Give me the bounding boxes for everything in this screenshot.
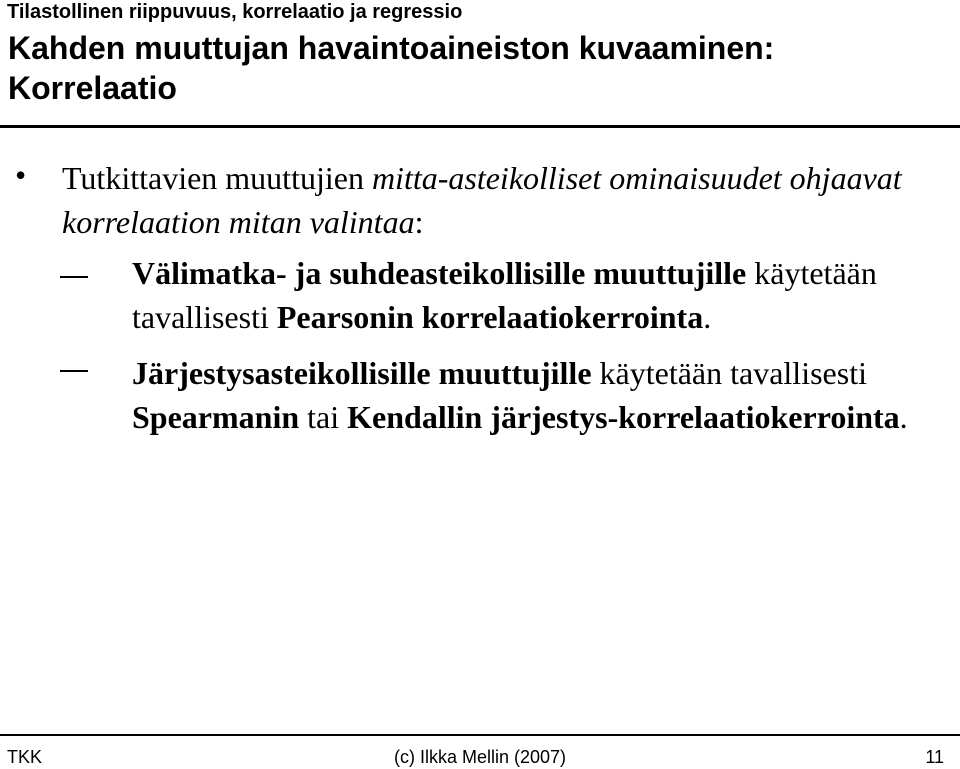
slide-supertitle: Tilastollinen riippuvuus, korrelaatio ja regressio	[7, 1, 463, 23]
footer-organization: TKK	[7, 747, 43, 767]
bullet-text-plain: Tutkittavien muuttujien	[62, 160, 372, 196]
bullet-text	[62, 156, 942, 244]
footer-page-number: 11	[925, 747, 944, 767]
bullet-dot-icon: •	[15, 157, 27, 193]
subitem-1-text1: käytetään tavallisesti	[132, 255, 877, 335]
subitem-2-text1: käytetään tavallisesti	[591, 355, 867, 391]
subitem-2-text2: tai	[299, 399, 348, 435]
subitem-2-bold3: Kendallin järjestys-korrelaatiokerrointa	[347, 399, 900, 435]
bullet-text-italic: mitta-asteikolliset ominaisuudet ohjaavat korrelaation mitan valintaa	[62, 160, 902, 240]
subitem-2	[132, 351, 957, 439]
subitem-1-bold2: Pearsonin korrelaatiokerrointa	[276, 299, 704, 335]
subitem-1-text2: .	[703, 299, 712, 335]
footer-copyright: (c) Ilkka Mellin (2007)	[393, 747, 567, 767]
subitem-1	[132, 251, 957, 339]
subitem-2-text3: .	[899, 399, 908, 435]
footer-divider	[0, 734, 960, 736]
dash-icon	[60, 370, 88, 372]
bullet-text-colon: :	[414, 204, 424, 240]
subitem-2-bold2: Spearmanin	[132, 399, 300, 435]
title-divider	[0, 125, 960, 128]
slide-title-line1: Kahden muuttujan havaintoaineiston kuvaaminen:	[8, 30, 775, 66]
subitem-2-bold1: Järjestysasteikollisille muuttujille	[132, 355, 592, 391]
slide-title	[8, 28, 774, 108]
dash-icon	[60, 276, 88, 278]
slide-title-line2: Korrelaatio	[8, 70, 177, 106]
subitem-1-bold1: Välimatka- ja suhdeasteikollisille muuttujille	[132, 255, 747, 291]
